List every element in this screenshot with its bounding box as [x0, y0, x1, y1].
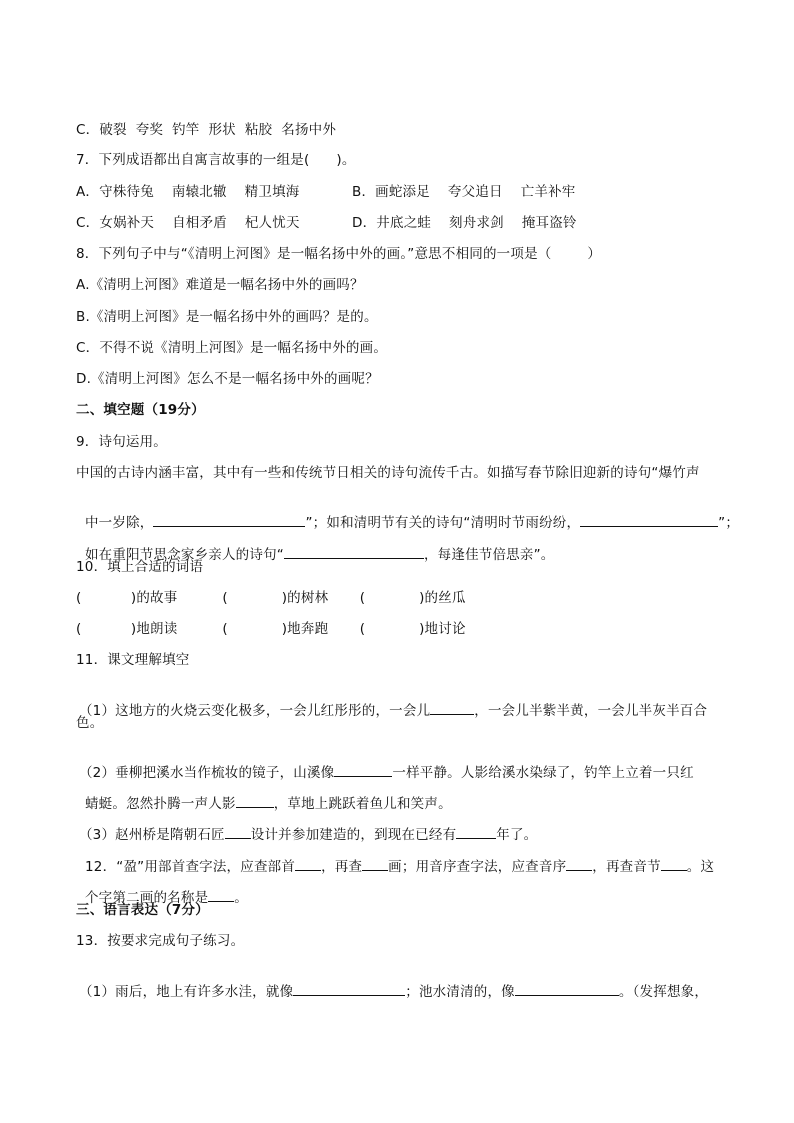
answer-blank[interactable] — [293, 982, 405, 996]
question-13-part-1 — [70, 964, 720, 1001]
question-9-text-1: 中国的古诗内涵丰富，其中有一些和传统节日相关的诗句流传千古。如描写春节除旧迎新的诗句“爆竹声 — [76, 465, 700, 481]
text-segment: ，一会儿半紫半黄，一会儿半灰半百合 — [474, 703, 708, 719]
line-option-c-words: C．破裂 夸奖 钓竿 形状 粘胶 名扬中外 — [76, 122, 337, 138]
text-segment: ”；如和清明节有关的诗句“清明时节雨纷纷， — [305, 515, 581, 531]
section-2-heading: 二、填空题（19分） — [76, 402, 205, 418]
question-8-option-b: B.《清明上河图》是一幅名扬中外的画吗？是的。 — [76, 309, 378, 325]
answer-blank[interactable] — [362, 857, 388, 871]
answer-blank[interactable] — [295, 857, 321, 871]
answer-blank[interactable] — [334, 763, 392, 777]
text-segment: ；池水清清的，像 — [405, 984, 515, 1000]
section-3-heading: 三、语言表达（7分） — [76, 902, 209, 918]
question-10-row-1: ( )的故事 ( )的树林 ( )的丝瓜 — [76, 590, 466, 606]
text-segment: 一样平静。人影给溪水染绿了，钓竿上立着一只红 — [392, 765, 694, 781]
text-segment: （3）赵州桥是隋朝石匠 — [78, 827, 225, 843]
question-10: 10．填上合适的词语 — [76, 559, 204, 575]
text-segment: （1）雨后，地上有许多水洼，就像 — [78, 984, 294, 1000]
text-segment: 。 — [234, 890, 248, 906]
text-segment: 中一岁除， — [84, 515, 154, 531]
question-7: 7．下列成语都出自寓言故事的一组是( )。 — [76, 152, 356, 168]
answer-blank[interactable] — [661, 857, 687, 871]
text-segment: 个字第二画的名称是 — [84, 890, 209, 906]
answer-blank[interactable] — [566, 857, 592, 871]
text-segment: ，再查音节 — [592, 859, 661, 875]
question-8-option-c: C．不得不说《清明上河图》是一幅名扬中外的画。 — [76, 340, 388, 356]
question-8-option-a: A.《清明上河图》难道是一幅名扬中外的画吗？ — [76, 277, 364, 293]
question-8-option-d: D.《清明上河图》怎么不是一幅名扬中外的画呢？ — [76, 371, 379, 387]
text-segment: 年了。 — [496, 827, 538, 843]
text-segment: 设计并参加建造的，到现在已经有 — [250, 827, 457, 843]
answer-blank[interactable] — [580, 513, 718, 527]
text-segment: 蜻蜓。忽然扑腾一声人影 — [84, 796, 236, 812]
answer-blank[interactable] — [225, 825, 251, 839]
answer-blank[interactable] — [153, 513, 305, 527]
question-9: 9．诗句运用。 — [76, 434, 167, 450]
question-11-part-1-cont: 色。 — [76, 715, 104, 731]
text-segment: （2）垂柳把溪水当作梳妆的镜子，山溪像 — [78, 765, 335, 781]
answer-blank[interactable] — [208, 888, 234, 902]
question-13: 13．按要求完成句子练习。 — [76, 933, 245, 949]
question-7-option-b: B．画蛇添足 夸父追日 亡羊补牢 — [352, 184, 576, 200]
text-segment: 如在重阳节思念家乡亲人的诗句“ — [84, 547, 284, 563]
question-7-option-c: C．女娲补天 自相矛盾 杞人忧天 — [76, 215, 300, 231]
text-segment: ，每逢佳节倍思亲”。 — [423, 547, 555, 563]
question-8: 8．下列句子中与“《清明上河图》是一幅名扬中外的画。”意思不相同的一项是（ ） — [76, 246, 602, 262]
text-segment: （1）这地方的火烧云变化极多，一会儿红彤彤的，一会儿 — [78, 703, 431, 719]
answer-blank[interactable] — [284, 545, 424, 559]
text-segment: 12．“盈”用部首查字法，应查部首 — [84, 859, 296, 875]
question-10-row-2: ( )地朗读 ( )地奔跑 ( )地讨论 — [76, 621, 466, 637]
text-segment: ，再查 — [321, 859, 363, 875]
text-segment: 画；用音序查字法，应查音序 — [388, 859, 567, 875]
answer-blank[interactable] — [515, 982, 619, 996]
question-7-option-d: D．井底之蛙 刻舟求剑 掩耳盗铃 — [352, 215, 577, 231]
text-segment: 。（发挥想象， — [618, 984, 709, 1000]
question-7-option-a: A．守株待兔 南辕北辙 精卫填海 — [76, 184, 300, 200]
answer-blank[interactable] — [456, 825, 496, 839]
text-segment: ，草地上跳跃着鱼儿和笑声。 — [273, 796, 452, 812]
answer-blank[interactable] — [236, 794, 274, 808]
text-segment: ”； — [718, 515, 740, 531]
question-11: 11．课文理解填空 — [76, 652, 190, 668]
text-segment: 。这 — [686, 859, 715, 875]
answer-blank[interactable] — [430, 701, 474, 715]
